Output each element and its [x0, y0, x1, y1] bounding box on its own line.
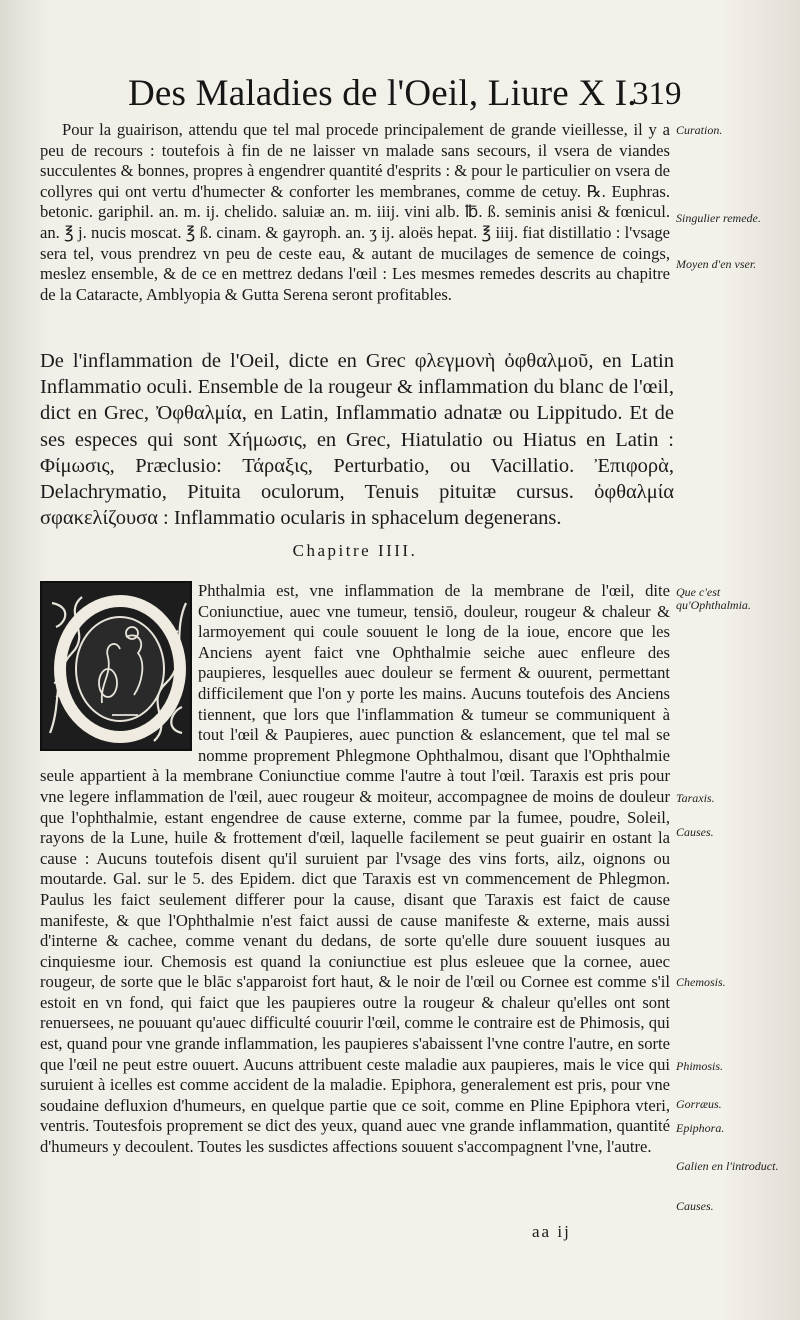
ornamental-initial-o	[40, 581, 192, 751]
margin-note-taraxis: Taraxis.	[676, 791, 715, 805]
running-head	[0, 68, 800, 120]
margin-note-galien: Galien en l'introduct.	[676, 1159, 779, 1173]
intro-paragraph	[40, 120, 670, 305]
margin-note-epiphora: Epiphora.	[676, 1121, 725, 1135]
margin-note-remedy: Singulier remede.	[676, 211, 761, 225]
ornament-icon	[42, 583, 192, 751]
margin-note-causes: Causes.	[676, 825, 714, 839]
margin-note-phimosis: Phimosis.	[676, 1059, 724, 1073]
signature-mark: aa ij	[532, 1222, 571, 1241]
margin-note-chemosis: Chemosis.	[676, 975, 726, 989]
page-title: Des Maladies de l'Oeil, Liure X I.	[128, 73, 637, 114]
chapter-body-text: Phthalmia est, vne inflammation de la membrane de l'œil, dite Coniunctiue, auec vne tumeur, tensiō, douleur, rougeur & chaleur & larmoyement qui coule souuent le long de la ioue, encore que les Anciens ayent faict vne Ophthalmie seiche auec enfleure des paupieres, lesquelles auec douleur se ferment & ouurent, permettant difficilement que l'on y porte les mains. Aucuns toutefois des Anciens tiennent, que lors que l'inflammation & tumeur se communiquent à tout l'œil & Paupieres, auec punction & eslancement, que tel mal se nomme proprement Phlegmone Ophthalmou, disant que l'Ophthalmie seule appartient à la membrane Coniunctiue comme l'autre à tout l'œil. Taraxis est pris pour vne legere inflammation de l'œil, auec rougeur & moiteur, accompagnee de moins de douleur que l'ophthalmie, estant engendree de cause externe, comme par la fumee, poudre, Soleil, rayons de la Lune, huile & frottement d'œil, laquelle facilement se peut guairir en ostant la cause : Aucuns toutefois disent qu'il suruient par l'vsage des vins forts, ailz, oignons ou moutarde. Gal. sur le 5. des Epidem. dict que Taraxis est vn commencement de Phlegmon. Paulus les faict seulement differer pour la cause, disant que Taraxis est faict de cause manifeste, & que l'Ophthalmie n'est faict aussi de cause manifeste & externe, mais aussi d'interne & cachee, comme venant du dedans, de sorte qu'elle dure souuent iusques au cinquiesme iour. Chemosis est quand la coniunctiue est plus esleuee que la cornee, auec rougeur, de sorte que le blāc s'apparoist fort haut, & le noir de l'œil ou Cornee est comme s'il estoit en vn fond, qui faict que les paupieres outre la rougeur & chaleur qu'elles ont sont renuersees, ne pouuant qu'auec difficulté couurir l'œil, comme le contraire est de Phimosis, qui est, quand pour vne grande inflammation, les paupieres s'abaissent l'vne contre l'autre, en sorte que l'œil ne peut estre ouuert. Aucuns attribuent ceste maladie aux paupieres, mais le vice qui suruient à icelles est comme accident de la maladie. Epiphora, generalement est pris, pour vne soudaine defluxion d'humeurs, en quelque partie que ce soit, comme en Pline Epiphora vteri, ventris. Toutesfois proprement se dict des yeux, quand auec vne grande inflammation, quantité d'humeurs y decoulent. Toutes les susdictes affections souuent s'accompagnent l'vne, l'autre.	[40, 581, 670, 1157]
margin-note-gorraeus: Gorræus.	[676, 1097, 722, 1111]
chapter-body	[40, 581, 670, 1158]
margin-note-ophthalmia: Que c'est qu'Ophthalmia.	[676, 585, 751, 612]
margin-note-usage: Moyen d'en vser.	[676, 257, 757, 271]
chapter-heading	[40, 348, 674, 531]
chapter-heading-text: De l'inflammation de l'Oeil, dicte en Grec φλεγμονὴ ὀφθαλμοῦ, en Latin Inflammatio oculi. Ensemble de la rougeur & inflammation du blanc de l'œil, dict en Grec, Ὀφθαλμία, en Latin, Inflammatio adnatæ ou Lippitudo. Et de ses especes qui sont Χήμωσις, en Grec, Hiatulatio ou Hiatus en Latin : Φίμωσις, Præclusio: Τάραξις, Perturbatio, ou Vacillatio. Ἐπιφορὰ, Delachrymatio, Pituita oculorum, Tenuis pituitæ cursus. ὀφθαλμία σφακελίζουσα : Inflammatio ocularis in sphacelum degenerans.	[40, 350, 674, 530]
chapter-title: Chapitre IIII.	[292, 541, 418, 560]
intro-text: Pour la guairison, attendu que tel mal procede principalement de grande vieillesse, il y a peu de recours : toutefois à fin de ne laisser vn malade sans secours, il vsera de viandes succulentes & bonnes, propres à engendrer quantité d'esprits : & pour le particulier on vsera de collyres qui ont vertu d'humecter & conforter les membranes, comme de cetuy. ℞. Euphras. betonic. gariphil. an. m. ij. chelido. saluiæ an. m. iiij. vini alb. ℔. ß. seminis anisi & fœnicul. an. ℥ j. nucis moscat. ℥ ß. cinam. & gayroph. an. ʒ ij. aloës hepat. ℥ iiij. fiat distillatio : l'vsage sera tel, vous prendrez vn peu de ceste eau, & autant de mucilages de semence de coings, meslez ensemble, & de ce en mettrez dedans l'œil : Les mesmes remedes descrits au chapitre de la Cataracte, Amblyopia & Gutta Serena seront profitables.	[40, 120, 670, 304]
margin-note-curation: Curation.	[676, 123, 723, 137]
margin-note-causes-2: Causes.	[676, 1199, 714, 1213]
page-number: 319	[632, 76, 682, 112]
